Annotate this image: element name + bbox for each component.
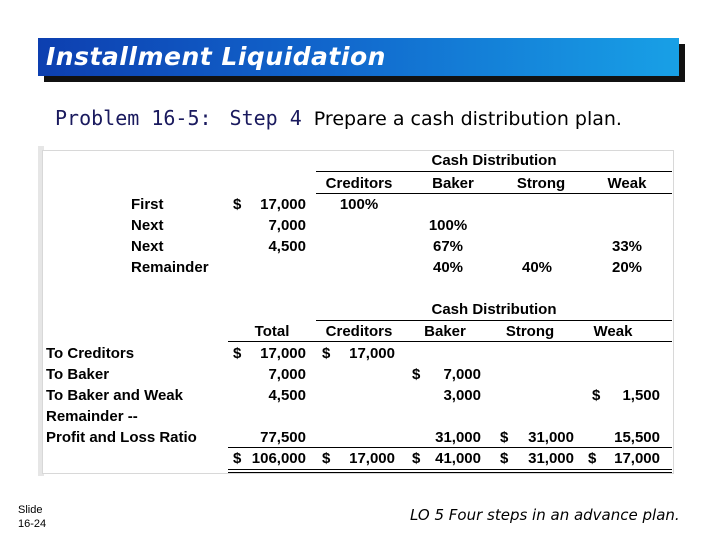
bottom-row-total: 7,000 [268,366,306,383]
top-row-creditors: 100% [339,196,379,213]
totals-baker: 41,000 [435,450,481,467]
bottom-row-weak-dollar: $ [592,387,601,404]
totals-creditors-dollar: $ [322,450,331,467]
totals-total-dollar: $ [233,450,242,467]
bottom-col-baker: Baker [424,323,466,340]
bottom-row-creditors-dollar: $ [322,345,331,362]
bottom-row-strong: 31,000 [528,429,574,446]
bottom-group-underline [316,320,672,321]
top-row-label: Next [131,217,164,234]
bottom-row-baker: 7,000 [443,366,481,383]
bottom-header-underline [228,341,672,342]
top-header-underline [316,193,672,194]
bottom-row-total: 17,000 [260,345,306,362]
totals-strong: 31,000 [528,450,574,467]
bottom-row-creditors: 17,000 [349,345,395,362]
top-col-baker: Baker [432,175,474,192]
top-row-label: Next [131,238,164,255]
top-col-strong: Strong [516,175,566,192]
slide-title: Installment Liquidation [46,42,386,71]
bottom-row-label: To Creditors [46,345,135,362]
totals-strong-dollar: $ [500,450,509,467]
bottom-col-creditors: Creditors [325,323,393,340]
bottom-row-weak: 1,500 [622,387,660,404]
bottom-row-baker: 31,000 [435,429,481,446]
learning-objective: LO 5 Four steps in an advance plan. [410,506,680,524]
bottom-row-weak: 15,500 [614,429,660,446]
bottom-row-total: 77,500 [260,429,306,446]
top-col-creditors: Creditors [325,175,393,192]
totals-weak: 17,000 [614,450,660,467]
bottom-row-label: Remainder -- [46,408,138,425]
totals-baker-dollar: $ [412,450,421,467]
top-row-amount: 17,000 [260,196,306,213]
bottom-row-total: 4,500 [268,387,306,404]
bottom-col-strong: Strong [505,323,555,340]
bottom-row-strong-dollar: $ [500,429,509,446]
totals-rule [228,447,672,448]
bottom-row-total-dollar: $ [233,345,242,362]
totals-creditors: 17,000 [349,450,395,467]
slide-number [18,503,46,531]
top-row-baker: 40% [432,259,464,276]
totals-total: 106,000 [251,450,306,467]
slide-subtitle [55,106,622,130]
bottom-row-baker-dollar: $ [412,366,421,383]
bottom-col-weak: Weak [593,323,633,340]
top-row-strong: 40% [521,259,553,276]
step-description: Prepare a cash distribution plan. [313,108,622,130]
top-group-header: Cash Distribution [431,152,557,169]
bottom-row-label: Profit and Loss Ratio [46,429,197,446]
top-row-weak: 20% [611,259,643,276]
top-row-weak: 33% [611,238,643,255]
top-col-weak: Weak [607,175,647,192]
top-row-amount: 4,500 [268,238,306,255]
bottom-row-label: To Baker and Weak [46,387,183,404]
bottom-group-header: Cash Distribution [431,301,557,318]
double-rule-top [228,469,672,470]
top-row-label: Remainder [131,259,209,276]
bottom-row-baker: 3,000 [443,387,481,404]
top-row-baker: 100% [428,217,468,234]
top-row-baker: 67% [432,238,464,255]
problem-label: Problem 16-5: [55,106,212,130]
double-rule-bottom [228,472,672,473]
top-group-underline [316,171,672,172]
bottom-col-total: Total [254,323,290,340]
slide-number-value: 16-24 [18,518,47,530]
top-row-label: First [131,196,164,213]
bottom-row-label: To Baker [46,366,110,383]
top-row-amount: 7,000 [268,217,306,234]
step-label: Step 4 [229,106,302,130]
slide-label: Slide [18,504,43,516]
totals-weak-dollar: $ [588,450,597,467]
top-row-dollar: $ [233,196,242,213]
